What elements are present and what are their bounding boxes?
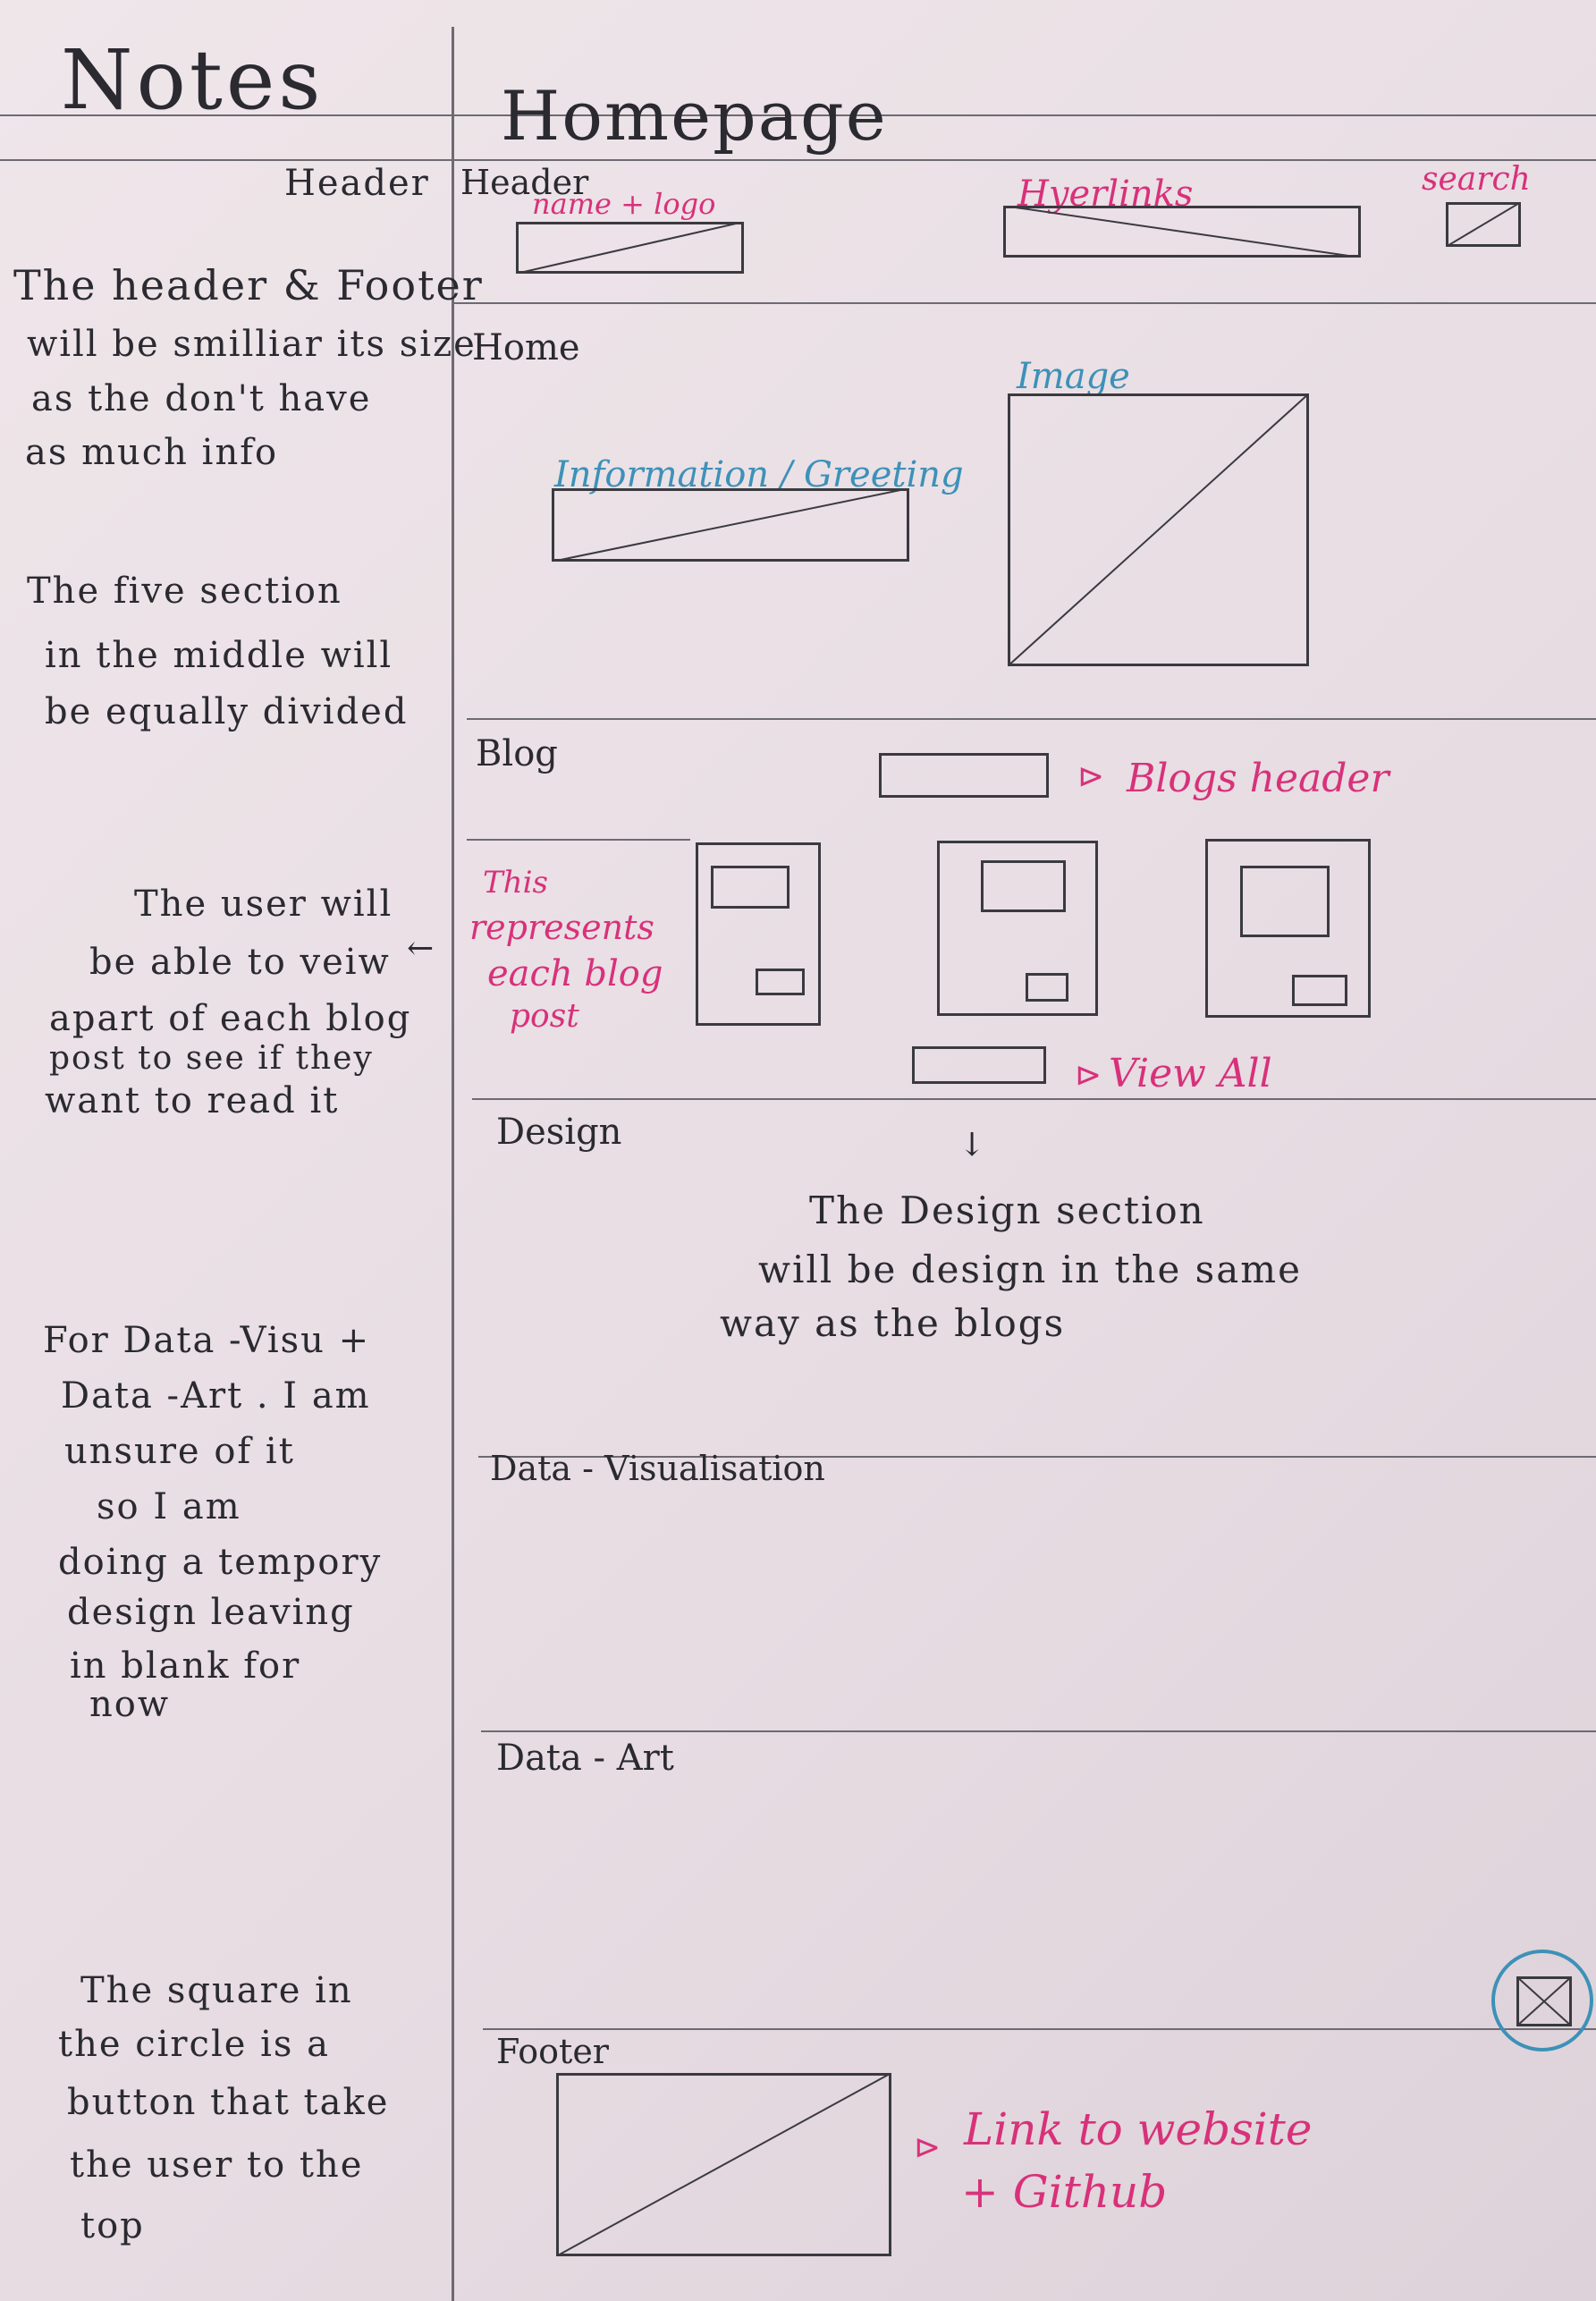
back-to-top-button[interactable] bbox=[1491, 1950, 1593, 2051]
header-label: Header bbox=[460, 163, 589, 202]
homepage-title: Homepage bbox=[501, 76, 888, 156]
view-all-note: View All bbox=[1109, 1051, 1272, 1096]
blog-inner-rule bbox=[467, 839, 690, 841]
datavis-bottom-rule bbox=[481, 1730, 1596, 1732]
down-arrow-icon: ↓ bbox=[958, 1127, 986, 1163]
dataart-bottom-rule bbox=[483, 2028, 1596, 2030]
blog-post-card-button bbox=[1292, 975, 1347, 1006]
search-cross bbox=[1446, 202, 1521, 247]
home-label: Home bbox=[472, 327, 580, 368]
design-label: Design bbox=[496, 1112, 622, 1153]
blogs-header-placeholder bbox=[879, 753, 1049, 798]
view-all-arrow-icon: ⊳ bbox=[1075, 1057, 1102, 1094]
close-icon bbox=[1516, 1976, 1572, 2026]
info-greeting-label: Information / Greeting bbox=[554, 454, 964, 495]
notebook-page: Notes Header The header & Footer will be smilliar its size as the don't have as much info The five section in the middle will be equally divided The user will be able to veiw apart of each blog post to see if they want to read it ← For Data -Visu + Data -Art . I am unsure of it so I am doing a tempory design leaving in blank for now The square in the circle is a button that take the user to the top Homepage Header name + logo Hyerlinks search Home Information / Greeting Image Blog ⊳ Blogs header This represents each blog post ⊳ View All Design ↓ The Design section will be design in the same way as the blogs Data - Visualisation Data - Art Footer ⊳ Link to website + Github bbox=[0, 0, 1596, 2301]
blog-post-card-image bbox=[711, 866, 790, 909]
home-bottom-rule bbox=[467, 718, 1596, 720]
header-bottom-rule bbox=[454, 302, 1596, 304]
column-divider bbox=[452, 27, 454, 2301]
blogs-header-arrow-icon: ⊳ bbox=[1077, 758, 1105, 795]
image-label: Image bbox=[1017, 356, 1130, 397]
view-all-placeholder bbox=[912, 1046, 1046, 1084]
header-rule bbox=[0, 159, 1596, 161]
data-art-label: Data - Art bbox=[496, 1738, 674, 1779]
footer-cross bbox=[556, 2073, 891, 2256]
image-cross bbox=[1008, 393, 1309, 666]
left-arrow-icon: ← bbox=[407, 930, 435, 967]
blog-post-card-button bbox=[756, 969, 805, 995]
notes-header-label: Header bbox=[284, 163, 430, 204]
name-logo-cross bbox=[516, 222, 744, 274]
hyperlinks-cross bbox=[1003, 206, 1361, 258]
footer-arrow-icon: ⊳ bbox=[914, 2129, 942, 2166]
notes-title: Notes bbox=[61, 32, 325, 128]
blog-bottom-rule bbox=[472, 1098, 1596, 1100]
name-logo-label: name + logo bbox=[532, 187, 716, 221]
blog-label: Blog bbox=[476, 733, 558, 774]
info-greeting-cross bbox=[552, 488, 909, 562]
data-visualisation-label: Data - Visualisation bbox=[490, 1449, 825, 1488]
blog-post-card-button bbox=[1026, 973, 1068, 1002]
footer-label: Footer bbox=[496, 2032, 609, 2071]
blog-post-card-image bbox=[1240, 866, 1330, 937]
hyperlinks-label: Hyerlinks bbox=[1018, 173, 1194, 215]
search-label: search bbox=[1422, 161, 1531, 198]
blog-post-card-image bbox=[981, 860, 1066, 912]
blogs-header-note: Blogs header bbox=[1127, 756, 1389, 801]
